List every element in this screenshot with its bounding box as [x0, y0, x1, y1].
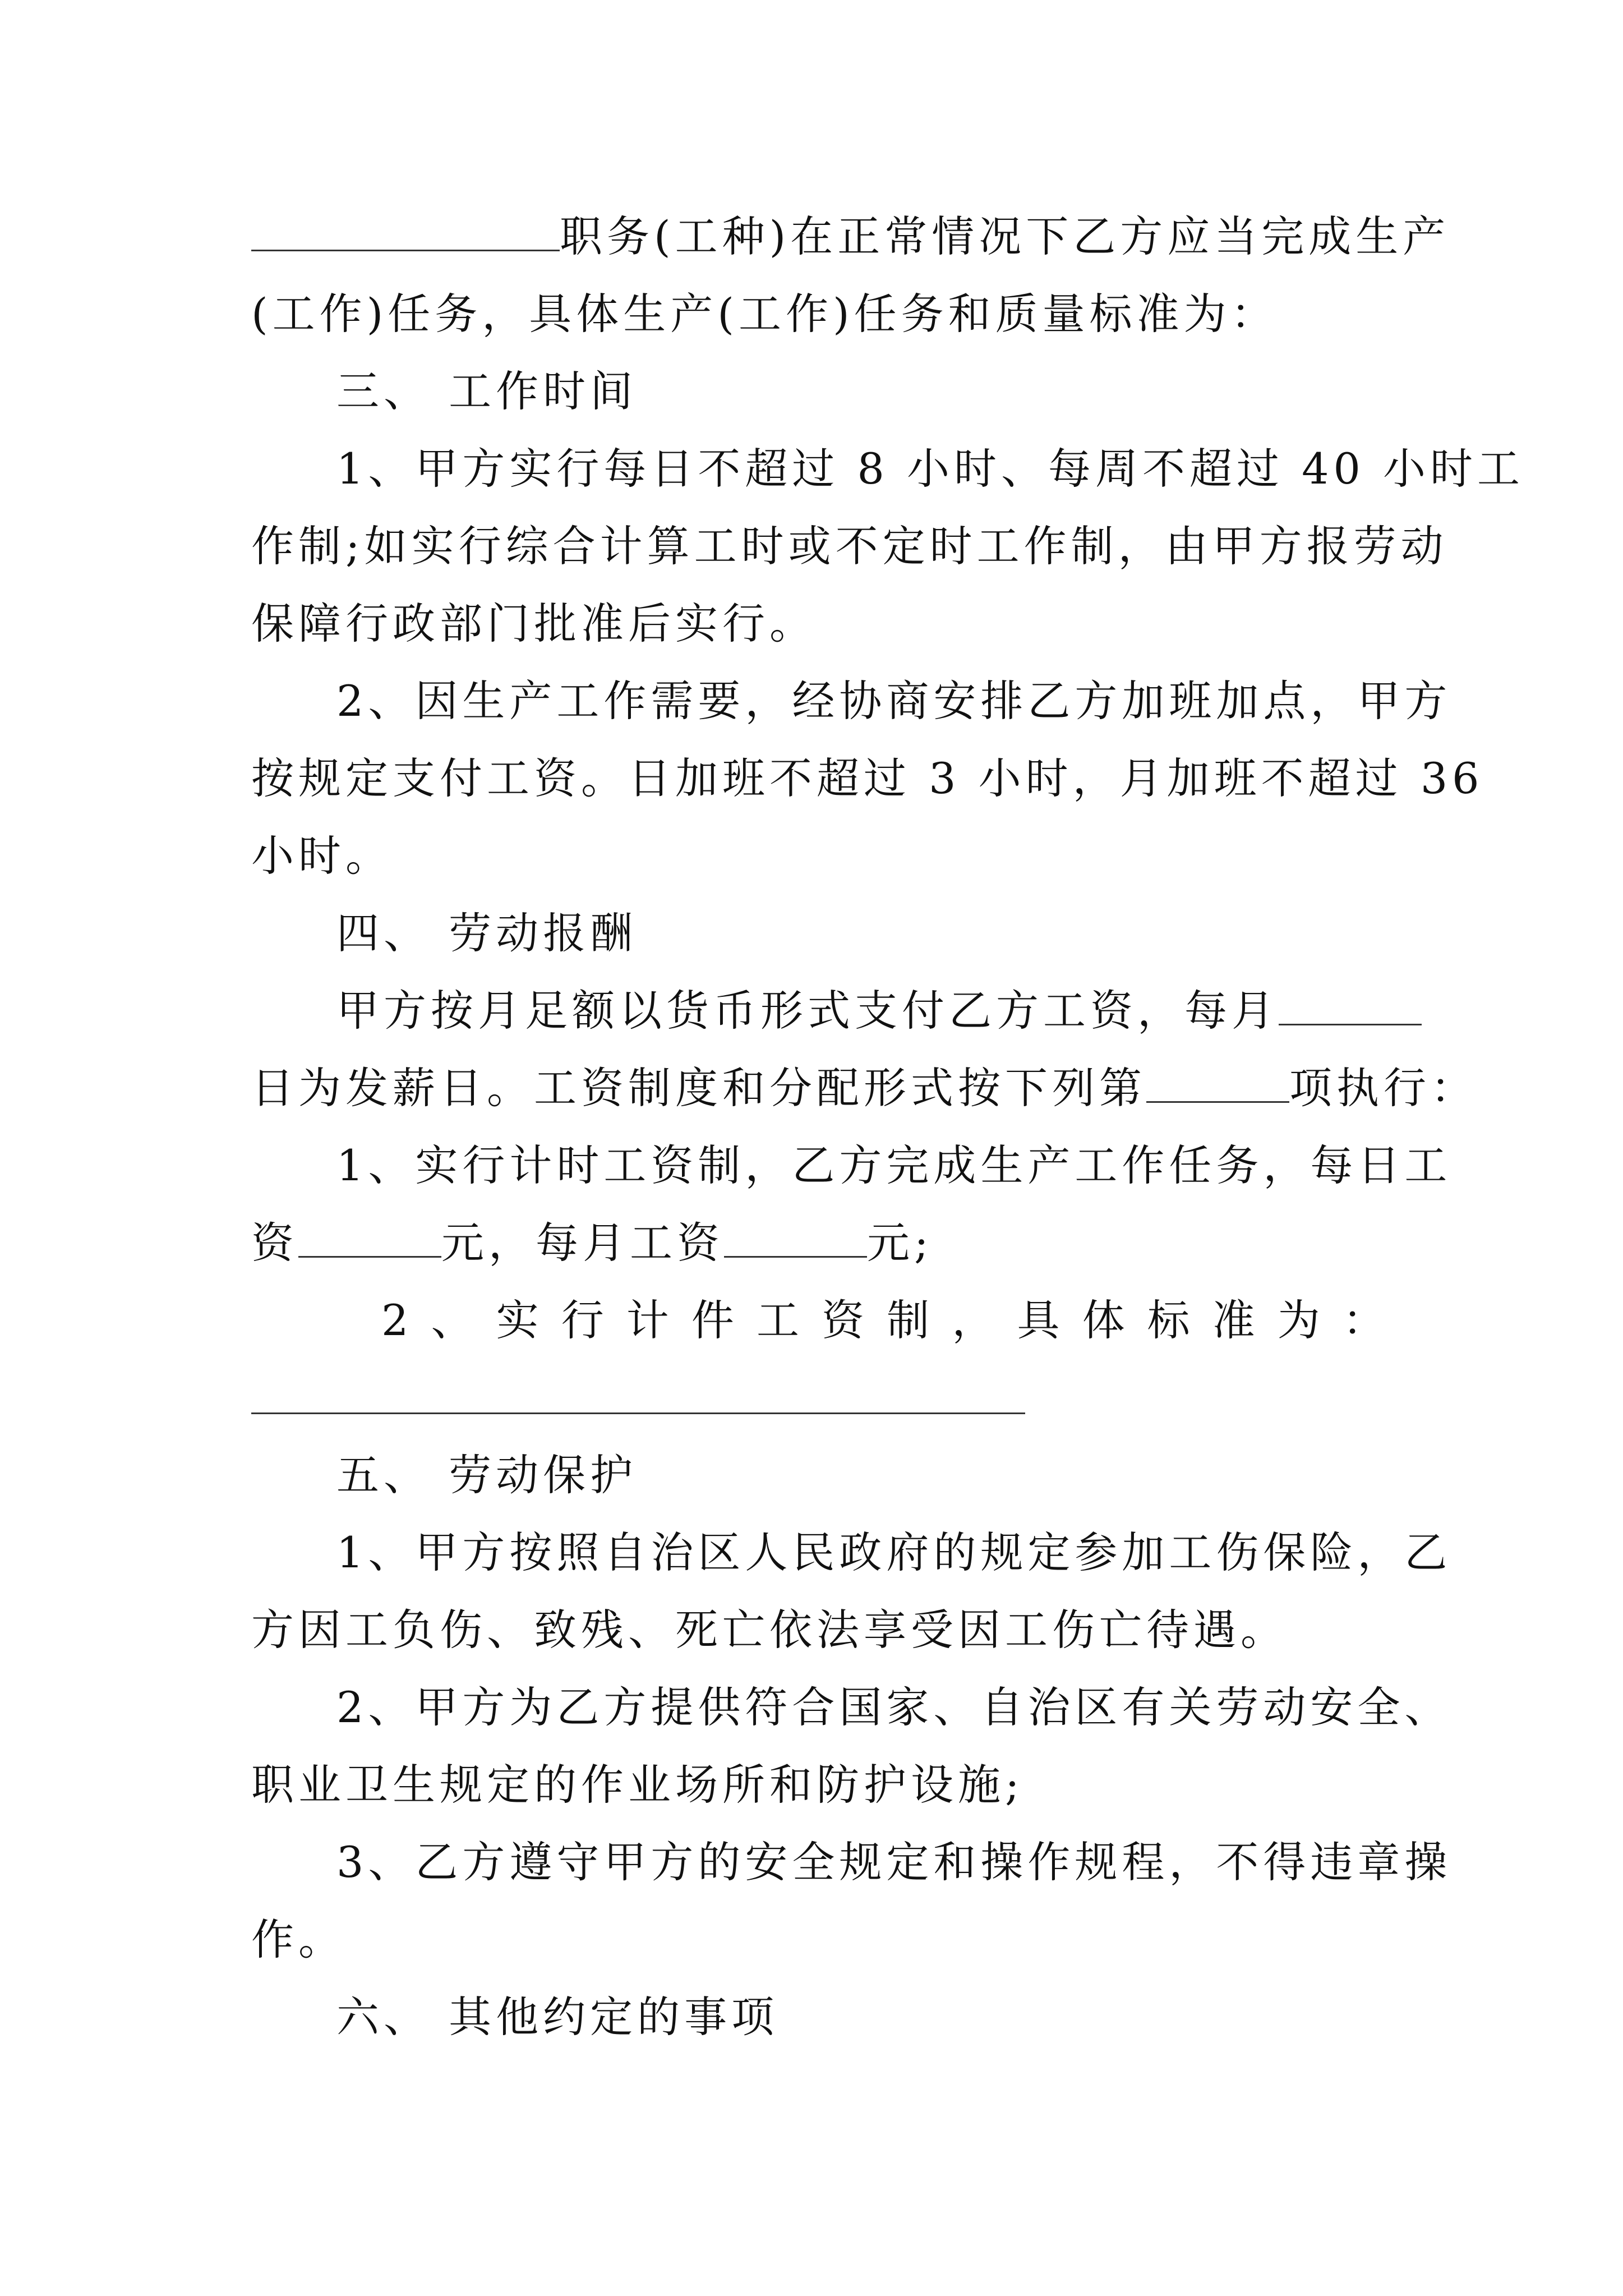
paragraph-line: 作制;如实行综合计算工时或不定时工作制，由甲方报劳动 [251, 521, 1448, 571]
paragraph-line: 2、因生产工作需要，经协商安排乙方加班加点，甲方 [336, 676, 1452, 726]
char: 工 [757, 1295, 804, 1345]
payday-blank [1279, 984, 1422, 1025]
section-heading-three: 三、 工作时间 [336, 366, 638, 416]
char: 行 [561, 1295, 608, 1345]
section-heading-five: 五、 劳动保护 [336, 1450, 638, 1500]
paragraph-line [251, 1060, 1478, 1116]
char: 具 [1017, 1295, 1064, 1345]
paragraph-line [251, 1215, 1390, 1271]
paragraph-line [336, 983, 1390, 1039]
paragraph-line [251, 209, 1450, 265]
char: 、 [431, 1295, 478, 1345]
paragraph-line: 作。 [251, 1915, 345, 1964]
char: ： [1343, 1295, 1390, 1345]
paragraph-line: 按规定支付工资。日加班不超过 3 小时，月加班不超过 36 [251, 753, 1484, 803]
paragraph-line: 职业卫生规定的作业场所和防护设施; [251, 1760, 1024, 1810]
char: 标 [1147, 1295, 1195, 1345]
daily-wage-blank [298, 1217, 441, 1258]
char: 件 [691, 1295, 739, 1345]
char: 制 [887, 1295, 934, 1345]
paragraph-line: 保障行政部门批准后实行。 [251, 599, 817, 648]
section-heading-four: 四、 劳动报酬 [336, 908, 638, 958]
paragraph-line: 2、甲方为乙方提供符合国家、自治区有关劳动安全、 [336, 1682, 1452, 1732]
paragraph-line: 1、甲方实行每日不超过 8 小时、每周不超过 40 小时工 [336, 444, 1525, 494]
paragraph-line: 方因工负伤、致残、死亡依法享受因工伤亡待遇。 [251, 1605, 1288, 1655]
piece-rate-standard-blank [251, 1412, 1025, 1414]
paragraph-line: 1、实行计时工资制，乙方完成生产工作任务，每日工 [336, 1140, 1452, 1190]
text-run: 项执行： [1289, 1063, 1478, 1113]
char: 实 [496, 1295, 543, 1345]
monthly-wage-blank [724, 1217, 867, 1258]
piece-rate-line [381, 1292, 1390, 1349]
job-title-blank [251, 210, 560, 251]
char: 体 [1082, 1295, 1129, 1345]
paragraph-line: 1、甲方按照自治区人民政府的规定参加工伤保险，乙 [336, 1527, 1452, 1577]
text-run: 甲方按月足额以货币形式支付乙方工资，每月 [336, 986, 1279, 1036]
paragraph-line: 小时。 [251, 831, 393, 881]
text-run: 日为发薪日。工资制度和分配形式按下列第 [251, 1063, 1146, 1113]
char: 资 [822, 1295, 869, 1345]
text-run: 元，每月工资 [441, 1218, 724, 1268]
paragraph-line: 3、乙方遵守甲方的安全规定和操作规程，不得违章操 [336, 1837, 1452, 1887]
char: 准 [1212, 1295, 1260, 1345]
text-run: 元; [867, 1218, 933, 1268]
paragraph-line: (工作)任务，具体生产(工作)任务和质量标准为： [251, 289, 1278, 339]
wage-option-blank [1146, 1062, 1289, 1103]
section-heading-six: 六、 其他约定的事项 [336, 1992, 779, 2042]
text-run: 资 [251, 1218, 298, 1268]
char: ， [952, 1295, 999, 1345]
text-run: 职务(工种)在正常情况下乙方应当完成生产 [560, 211, 1450, 261]
char: 计 [626, 1295, 674, 1345]
char: 2 [381, 1295, 413, 1345]
char: 为 [1277, 1295, 1325, 1345]
